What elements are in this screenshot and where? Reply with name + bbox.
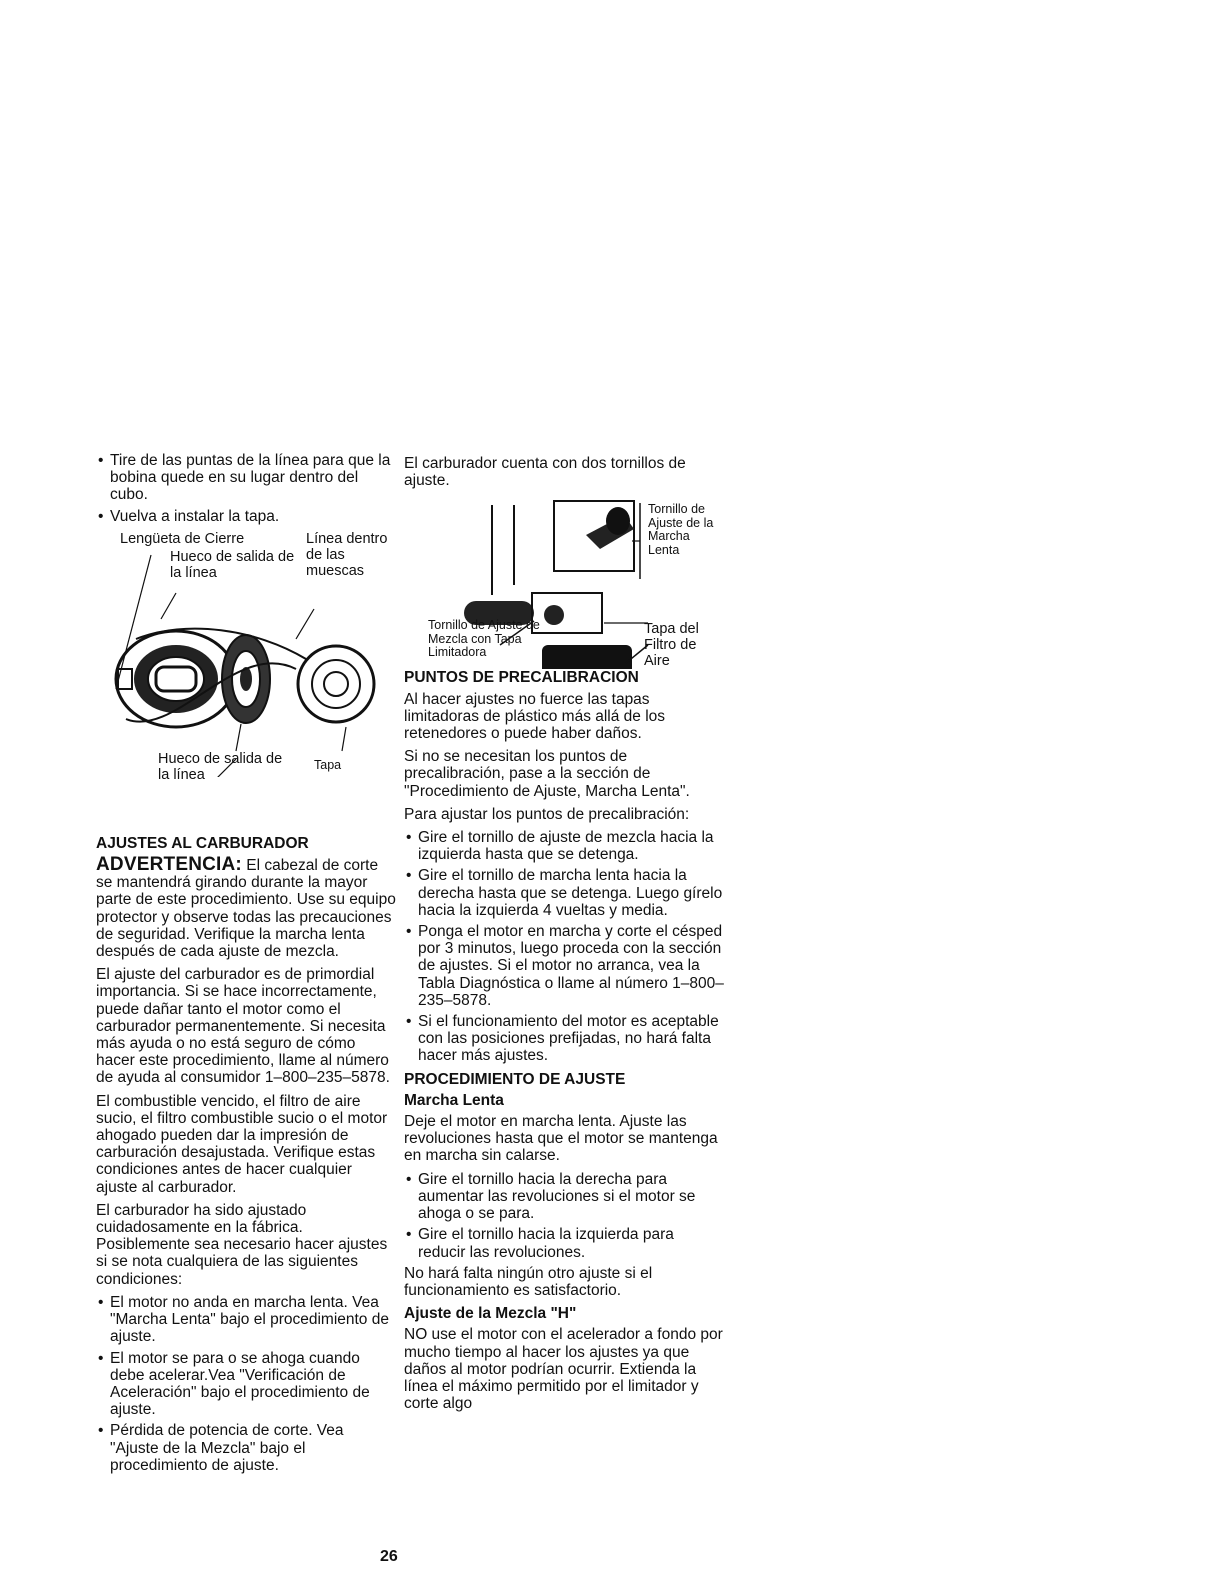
paragraph: Al hacer ajustes no fuerce las tapas limitadoras de plástico más allá de los retenedores o puede haber daños. <box>404 690 666 743</box>
idle-adjust-list <box>404 1171 724 1261</box>
paragraph: Deje el motor en marcha lenta. Ajuste las revoluciones hasta que el motor se mantenga en marcha sin calarse. <box>404 1113 718 1165</box>
label-hueco-bottom: Hueco de salida de la línea <box>158 750 283 783</box>
right-column <box>404 455 724 1418</box>
section-title-precalibracion: PUNTOS DE PRECALIBRACION <box>404 669 639 687</box>
warning-paragraph <box>96 856 396 960</box>
spool-figure <box>96 529 396 783</box>
warning-lead: ADVERTENCIA: <box>96 854 242 876</box>
list-item: • Tire de las puntas de la línea para que la bobina quede en su lugar dentro del cubo. <box>96 452 396 504</box>
label-tapa-filtro: Tapa del Filtro de Aire <box>644 621 699 670</box>
paragraph: El ajuste del carburador es de primordial importancia. Si se hace incorrectamente, puede dañar tanto el motor como el carburador permanentemente. Si necesita más ayuda o no está seguro de cómo hacer este procedimiento, llame al número de ayuda al consumidor 1–800–235–5878. <box>96 966 390 1087</box>
list-item: • El motor se para o se ahoga cuando debe acelerar.Vea "Verificación de Aceleración" bajo el procedimiento de ajuste. <box>96 1350 396 1419</box>
list-item: • Gire el tornillo de marcha lenta hacia la derecha hasta que se detenga. Luego gírelo hacia la izquierda 4 vueltas y media. <box>404 867 724 919</box>
label-tornillo-lenta: Tornillo de Ajuste de la Marcha Lenta <box>648 502 714 557</box>
paragraph: El combustible vencido, el filtro de aire sucio, el filtro combustible sucio o el motor ahogado pueden dar la impresión de carburación desajustada. Verifique estas condiciones antes de hacer cualquier ajuste al carburador. <box>96 1092 388 1196</box>
paragraph: El carburador ha sido ajustado cuidadosamente en la fábrica. Posiblemente sea necesario hacer ajustes si se nota cualquiera de las siguientes condiciones: <box>96 1201 388 1288</box>
page-number: 26 <box>380 1548 398 1565</box>
label-linea: Línea dentro de las muescas <box>306 530 388 579</box>
reinstall-steps <box>96 452 396 525</box>
carburetor-figure <box>404 495 724 669</box>
label-tornillo-mezcla: Tornillo de Ajuste de Mezcla con Tapa Limitadora <box>428 618 540 660</box>
section-title-carburador: AJUSTES AL CARBURADOR <box>96 834 309 852</box>
label-hueco-top: Hueco de salida de la línea <box>170 548 295 581</box>
list-item: • El motor no anda en marcha lenta. Vea "Marcha Lenta" bajo el procedimiento de ajuste. <box>96 1294 396 1346</box>
label-lengueta: Lengüeta de Cierre <box>120 530 245 547</box>
warning-text: El cabezal de corte se mantendrá girando durante la mayor parte de este procedimiento. Use su equipo protector y observe todas las precauciones de seguridad. Verifique la marcha lenta después de cada ajuste de mezcla. <box>96 857 396 961</box>
section-title-procedimiento: PROCEDIMIENTO DE AJUSTE <box>404 1070 626 1088</box>
paragraph: Para ajustar los puntos de precalibración: <box>404 805 690 823</box>
subsection-title-mezcla: Ajuste de la Mezcla "H" <box>404 1305 577 1323</box>
subsection-title-marcha-lenta: Marcha Lenta <box>404 1091 504 1109</box>
list-item: • Gire el tornillo hacia la derecha para aumentar las revoluciones si el motor se ahoga o se para. <box>404 1171 724 1223</box>
label-tapa: Tapa <box>314 757 342 772</box>
paragraph: NO use el motor con el acelerador a fondo por mucho tiempo al hacer los ajustes ya que daños al motor podrían ocurrir. Extienda la línea el máximo permitido por el limitador y corte algo <box>404 1326 723 1413</box>
list-item: • Gire el tornillo de ajuste de mezcla hacia la izquierda hasta que se detenga. <box>404 829 724 863</box>
precalibration-list <box>404 829 724 1065</box>
paragraph: Si no se necesitan los puntos de precalibración, pase a la sección de "Procedimiento de Ajuste, Marcha Lenta". <box>404 748 690 800</box>
list-item: • Si el funcionamiento del motor es aceptable con las posiciones prefijadas, no hará falta hacer más ajustes. <box>404 1013 724 1065</box>
left-column <box>96 452 396 1478</box>
list-item: • Vuelva a instalar la tapa. <box>96 508 396 525</box>
list-item: • Pérdida de potencia de corte. Vea "Ajuste de la Mezcla" bajo el procedimiento de ajuste. <box>96 1422 396 1474</box>
paragraph: No hará falta ningún otro ajuste si el funcionamiento es satisfactorio. <box>404 1264 653 1299</box>
list-item: • Ponga el motor en marcha y corte el césped por 3 minutos, luego proceda con la sección de ajustes. Si el motor no arranca, vea la Tabla Diagnóstica o llame al número 1–800–235–5878. <box>404 923 724 1009</box>
paragraph: El carburador cuenta con dos tornillos de ajuste. <box>404 455 686 490</box>
conditions-list <box>96 1294 396 1474</box>
list-item: • Gire el tornillo hacia la izquierda para reducir las revoluciones. <box>404 1226 724 1260</box>
